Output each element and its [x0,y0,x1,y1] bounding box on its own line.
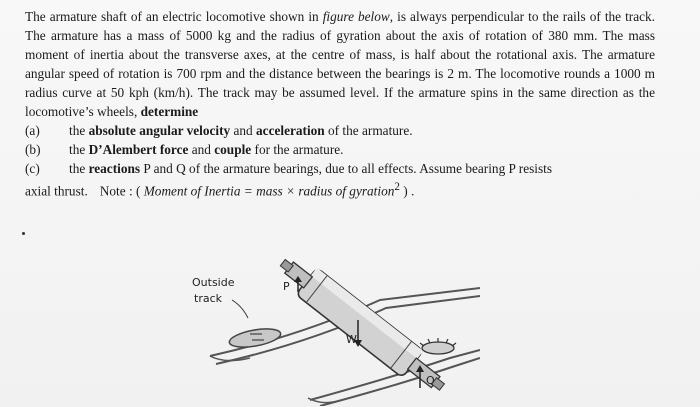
item-a [25,121,655,140]
label-p: P [283,280,290,293]
armature-figure [180,248,480,406]
item-b-b2: couple [214,142,252,157]
item-b-t1: the [69,142,89,157]
item-a-b2: acceleration [256,123,325,138]
item-c-continuation: axial thrust. [25,183,88,199]
item-a-t1: the [69,123,89,138]
item-b [25,140,655,159]
problem-statement [25,7,655,200]
item-b-b1: D’Alembert force [88,142,189,157]
item-c-t1: the [69,161,89,176]
item-c-continuation-line [25,178,655,200]
intro-text-1: The armature shaft of an electric locomotive shown in [25,9,323,24]
item-c-text [69,159,655,178]
note-formula: Moment of Inertia = mass × radius of gyration [143,183,395,199]
stray-dot [22,232,25,235]
item-a-t2: and [230,123,257,138]
note-superscript: 2 [394,181,400,193]
problem-intro [25,7,655,121]
intro-italic: figure below [322,9,390,24]
label-outside: Outside [192,276,235,289]
item-c-t2: P and Q of the armature bearings, due to all effects. Assume bearing P resists [140,161,553,176]
intro-text-2: , is always perpendicular to the rails of the track. The armature has a mass of 5000 kg and the radius of gyration about the axis of rotation of 380 mm. The mass moment of inertia about the transverse axes, at the centre of mass, is half about the rotational axis. The armature angular speed of rotation is 700 rpm and the distance between the bearings is 2 m. The locomotive rounds a 1000 m radius curve at 50 kph (km/h). The track may be assumed level. If the armature spins in the same direction as the locomotive’s wheels, [25,9,655,119]
label-q: Q [426,374,435,387]
item-a-t3: of the armature. [324,123,413,138]
note-suffix: ) . [399,183,415,199]
item-b-t3: for the armature. [251,142,344,157]
note-prefix: Note : ( [99,183,144,199]
item-b-label: (b) [25,142,41,157]
item-b-text [69,140,655,159]
item-c-b1: reactions [88,161,141,176]
item-c-label: (c) [25,161,40,176]
item-c [25,159,655,178]
item-b-t2: and [188,142,215,157]
item-a-text [69,121,655,140]
item-a-b1: absolute angular velocity [88,123,231,138]
item-a-label: (a) [25,123,40,138]
label-w: W [346,333,357,346]
label-track: track [194,292,222,305]
intro-bold: determine [140,104,199,119]
